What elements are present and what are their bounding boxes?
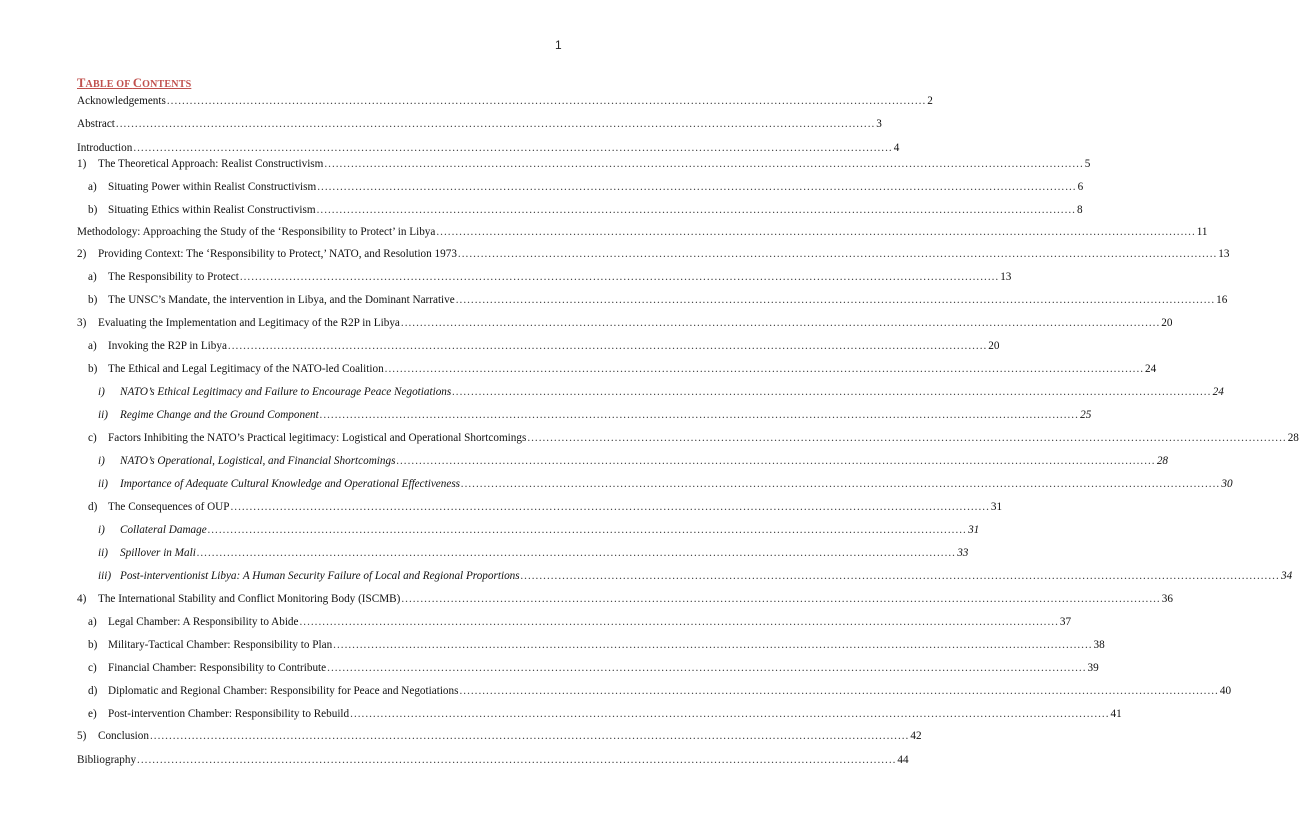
toc-entry-line xyxy=(120,476,1233,492)
toc-leader-dots: ........................................................................................................................................................................................................ xyxy=(319,409,1080,421)
toc-entry-page: 37 xyxy=(1059,616,1072,628)
toc-entry-page: 38 xyxy=(1093,639,1105,651)
toc-entry-line xyxy=(120,384,1224,400)
toc-entry-number: i) xyxy=(98,524,105,536)
toc-entry-page: 24 xyxy=(1145,363,1157,375)
toc-entry[interactable] xyxy=(0,361,1157,377)
toc-entry-line xyxy=(98,315,1173,331)
toc-entry-title: Diplomatic and Regional Chamber: Responsibility for Peace and Negotiations xyxy=(108,685,459,697)
toc-leader-dots: ........................................................................................................................................................................................................ xyxy=(461,478,1221,490)
toc-entry-line xyxy=(77,93,933,109)
toc-entry[interactable] xyxy=(0,202,1083,218)
toc-leader-dots: ........................................................................................................................................................................................................ xyxy=(350,708,1110,720)
toc-entry-number: b) xyxy=(88,294,98,306)
toc-entry[interactable] xyxy=(0,499,1003,515)
toc-leader-dots: ........................................................................................................................................................................................................ xyxy=(400,317,1161,329)
toc-entry-number: ii) xyxy=(98,409,108,421)
toc-entry-title: Financial Chamber: Responsibility to Contribute xyxy=(108,662,327,674)
toc-entry-page: 11 xyxy=(1196,226,1208,238)
toc-entry-page: 20 xyxy=(1161,317,1173,329)
toc-entry-number: ii) xyxy=(98,547,108,559)
toc-entry-page: 39 xyxy=(1087,662,1099,674)
toc-leader-dots: ........................................................................................................................................................................................................ xyxy=(196,547,957,559)
toc-entry-page: 20 xyxy=(988,340,1000,352)
toc-leader-dots: ........................................................................................................................................................................................................ xyxy=(230,501,990,513)
toc-entry-title: The Ethical and Legal Legitimacy of the NATO-led Coalition xyxy=(108,363,384,375)
toc-entry-line xyxy=(108,338,1000,354)
toc-entry-title: NATO’s Ethical Legitimacy and Failure to Encourage Peace Negotiations xyxy=(120,386,452,398)
toc-entry[interactable] xyxy=(0,637,1105,653)
toc-leader-dots: ........................................................................................................................................................................................................ xyxy=(384,363,1145,375)
toc-entry[interactable] xyxy=(0,453,1169,469)
toc-entry-line xyxy=(108,614,1072,630)
toc-entry-number: a) xyxy=(88,340,97,352)
toc-leader-dots: ........................................................................................................................................................................................................ xyxy=(452,386,1212,398)
toc-entry-title: Evaluating the Implementation and Legitimacy of the R2P in Libya xyxy=(98,317,400,329)
toc-entry[interactable] xyxy=(0,752,909,768)
toc-leader-dots: ........................................................................................................................................................................................................ xyxy=(166,95,927,107)
toc-entry-number: 3) xyxy=(77,317,87,329)
toc-entry-title: Situating Power within Realist Constructivism xyxy=(108,181,317,193)
toc-entry[interactable] xyxy=(0,430,1299,446)
toc-entry-page: 42 xyxy=(910,730,922,742)
toc-entry-page: 6 xyxy=(1077,181,1084,193)
toc-entry-number: a) xyxy=(88,616,97,628)
toc-entry-page: 41 xyxy=(1110,708,1122,720)
toc-entry-line xyxy=(108,706,1122,722)
toc-entry-number: d) xyxy=(88,501,98,513)
toc-entry-title: Legal Chamber: A Responsibility to Abide xyxy=(108,616,299,628)
toc-entry-title: The International Stability and Conflict Monitoring Body (ISCMB) xyxy=(98,593,401,605)
toc-leader-dots: ........................................................................................................................................................................................................ xyxy=(459,685,1219,697)
toc-entry-line xyxy=(120,545,969,561)
toc-leader-dots: ........................................................................................................................................................................................................ xyxy=(299,616,1059,628)
toc-entry-number: i) xyxy=(98,386,105,398)
toc-leader-dots: ........................................................................................................................................................................................................ xyxy=(436,226,1196,238)
toc-entry-number: a) xyxy=(88,181,97,193)
toc-entry-title: NATO’s Operational, Logistical, and Financial Shortcomings xyxy=(120,455,396,467)
toc-entry-title: Introduction xyxy=(77,142,133,154)
toc-entry[interactable] xyxy=(0,315,1173,331)
toc-entry-page: 3 xyxy=(876,118,882,130)
toc-entry[interactable] xyxy=(0,224,1208,240)
toc-entry-line xyxy=(77,116,882,132)
toc-entry-line xyxy=(98,156,1091,172)
toc-entry[interactable] xyxy=(0,246,1230,262)
toc-leader-dots: ........................................................................................................................................................................................................ xyxy=(396,455,1156,467)
toc-entry-title: The Theoretical Approach: Realist Constructivism xyxy=(98,158,324,170)
toc-entry-line xyxy=(77,752,909,768)
toc-entry-number: e) xyxy=(88,708,97,720)
toc-entry-title: Post-interventionist Libya: A Human Security Failure of Local and Regional Proportions xyxy=(120,570,520,582)
toc-entry-page: 5 xyxy=(1084,158,1091,170)
toc-entry-title: Military-Tactical Chamber: Responsibility to Plan xyxy=(108,639,333,651)
toc-entry-page: 28 xyxy=(1156,455,1169,467)
toc-entry[interactable] xyxy=(0,728,922,744)
toc-entry[interactable] xyxy=(0,179,1084,195)
toc-entry-line xyxy=(98,246,1230,262)
toc-entry[interactable] xyxy=(0,591,1173,607)
toc-entry-number: 2) xyxy=(77,248,87,260)
toc-entry-page: 31 xyxy=(968,524,980,536)
toc-entry-page: 4 xyxy=(893,142,900,154)
toc-entry-line xyxy=(120,568,1293,584)
toc-entry-number: b) xyxy=(88,204,98,216)
toc-entry-title: Providing Context: The ‘Responsibility to Protect,’ NATO, and Resolution 1973 xyxy=(98,248,457,260)
toc-entry-number: 4) xyxy=(77,593,87,605)
toc-entry-page: 30 xyxy=(1221,478,1233,490)
toc-entry-page: 31 xyxy=(990,501,1003,513)
toc-entry-line xyxy=(108,660,1099,676)
toc-entry[interactable] xyxy=(0,338,1000,354)
toc-entry[interactable] xyxy=(0,683,1232,699)
toc-leader-dots: ........................................................................................................................................................................................................ xyxy=(457,248,1218,260)
toc-entry-title: Bibliography xyxy=(77,754,137,766)
toc-entry-page: 13 xyxy=(1218,248,1230,260)
toc-heading-rest-1: ABLE OF xyxy=(85,79,133,90)
toc-entry[interactable] xyxy=(0,568,1293,584)
toc-entry-title: Invoking the R2P in Libya xyxy=(108,340,227,352)
toc-leader-dots: ........................................................................................................................................................................................................ xyxy=(133,142,893,154)
toc-entry[interactable] xyxy=(0,93,933,109)
toc-entry[interactable] xyxy=(0,384,1224,400)
toc-entry-title: Abstract xyxy=(77,118,115,130)
toc-leader-dots: ........................................................................................................................................................................................................ xyxy=(324,158,1084,170)
toc-heading-initial-1: T xyxy=(77,76,86,90)
toc-entry-line xyxy=(108,361,1157,377)
toc-leader-dots: ........................................................................................................................................................................................................ xyxy=(527,432,1287,444)
toc-entry-number: ii) xyxy=(98,478,108,490)
toc-entry-title: Methodology: Approaching the Study of the ‘Responsibility to Protect’ in Libya xyxy=(77,226,436,238)
toc-entry-title: Conclusion xyxy=(98,730,149,742)
toc-entry-line xyxy=(108,430,1299,446)
toc-entry-page: 28 xyxy=(1287,432,1299,444)
toc-leader-dots: ........................................................................................................................................................................................................ xyxy=(316,204,1076,216)
toc-entry-title: Regime Change and the Ground Component xyxy=(120,409,319,421)
toc-entry[interactable] xyxy=(0,476,1233,492)
toc-entry[interactable] xyxy=(0,407,1092,423)
toc-entry-number: 1) xyxy=(77,158,87,170)
toc-entry-number: d) xyxy=(88,685,98,697)
toc-leader-dots: ........................................................................................................................................................................................................ xyxy=(115,118,876,130)
toc-entry-page: 44 xyxy=(897,754,909,766)
toc-entry-page: 34 xyxy=(1280,570,1293,582)
toc-entry[interactable] xyxy=(0,660,1099,676)
toc-entry-line xyxy=(98,591,1173,607)
page-number: 1 xyxy=(555,38,562,52)
toc-entry-line xyxy=(120,453,1169,469)
toc-heading-rest-2: ONTENTS xyxy=(142,79,192,90)
toc-entry-page: 33 xyxy=(957,547,969,559)
toc-entry-line xyxy=(77,224,1208,240)
toc-entry-number: b) xyxy=(88,363,98,375)
toc-entry-title: Acknowledgements xyxy=(77,95,166,107)
toc-entry[interactable] xyxy=(0,156,1091,172)
toc-entry-number: iii) xyxy=(98,570,112,582)
toc-entry[interactable] xyxy=(0,140,900,156)
toc-entry[interactable] xyxy=(0,116,882,132)
toc-leader-dots: ........................................................................................................................................................................................................ xyxy=(327,662,1087,674)
toc-entry-title: Post-intervention Chamber: Responsibility to Rebuild xyxy=(108,708,350,720)
toc-leader-dots: ........................................................................................................................................................................................................ xyxy=(137,754,897,766)
toc-entry-number: 5) xyxy=(77,730,87,742)
toc-entry-number: c) xyxy=(88,662,97,674)
toc-leader-dots: ........................................................................................................................................................................................................ xyxy=(207,524,968,536)
toc-entry-title: Importance of Adequate Cultural Knowledge and Operational Effectiveness xyxy=(120,478,461,490)
toc-entry-line xyxy=(77,140,900,156)
toc-entry-page: 36 xyxy=(1161,593,1173,605)
toc-leader-dots: ........................................................................................................................................................................................................ xyxy=(239,271,1000,283)
toc-heading-initial-2: C xyxy=(132,76,143,90)
toc-entry-title: The Consequences of OUP xyxy=(108,501,230,513)
toc-entry-line xyxy=(108,499,1003,515)
toc-leader-dots: ........................................................................................................................................................................................................ xyxy=(317,181,1077,193)
toc-entry-page: 13 xyxy=(1000,271,1012,283)
toc-entry-number: i) xyxy=(98,455,105,467)
toc-entry-title: Factors Inhibiting the NATO’s Practical legitimacy: Logistical and Operational Shortcomings xyxy=(108,432,527,444)
toc-leader-dots: ........................................................................................................................................................................................................ xyxy=(401,593,1161,605)
toc-entry[interactable] xyxy=(0,292,1228,308)
toc-entry[interactable] xyxy=(0,614,1072,630)
toc-entry-page: 40 xyxy=(1219,685,1232,697)
toc-entry-page: 16 xyxy=(1216,294,1228,306)
toc-entry-title: The UNSC’s Mandate, the intervention in Libya, and the Dominant Narrative xyxy=(108,294,455,306)
toc-entry-number: b) xyxy=(88,639,98,651)
toc-entry-page: 2 xyxy=(927,95,933,107)
toc-entry-line xyxy=(120,522,980,538)
toc-entry-page: 8 xyxy=(1076,204,1083,216)
toc-entry-number: c) xyxy=(88,432,97,444)
toc-entry-title: Spillover in Mali xyxy=(120,547,196,559)
toc-entry[interactable] xyxy=(0,269,1012,285)
toc-leader-dots: ........................................................................................................................................................................................................ xyxy=(455,294,1216,306)
toc-entry-line xyxy=(108,637,1105,653)
toc-leader-dots: ........................................................................................................................................................................................................ xyxy=(149,730,910,742)
toc-entry[interactable] xyxy=(0,545,969,561)
toc-entry-line xyxy=(108,179,1084,195)
toc-entry-title: Situating Ethics within Realist Constructivism xyxy=(108,204,316,216)
toc-entry-line xyxy=(108,683,1232,699)
toc-entry-line xyxy=(108,269,1012,285)
toc-entry[interactable] xyxy=(0,522,980,538)
toc-leader-dots: ........................................................................................................................................................................................................ xyxy=(520,570,1280,582)
toc-entry-page: 24 xyxy=(1212,386,1224,398)
toc-entry-line xyxy=(120,407,1092,423)
toc-entry-number: a) xyxy=(88,271,97,283)
toc-leader-dots: ........................................................................................................................................................................................................ xyxy=(227,340,988,352)
toc-entry-page: 25 xyxy=(1080,409,1092,421)
toc-entry-title: The Responsibility to Protect xyxy=(108,271,239,283)
toc-entry[interactable] xyxy=(0,706,1122,722)
toc-entry-line xyxy=(108,292,1228,308)
toc-entry-line xyxy=(98,728,922,744)
toc-heading xyxy=(77,76,191,91)
toc-entry-line xyxy=(108,202,1083,218)
toc-entry-title: Collateral Damage xyxy=(120,524,207,536)
toc-leader-dots: ........................................................................................................................................................................................................ xyxy=(333,639,1093,651)
